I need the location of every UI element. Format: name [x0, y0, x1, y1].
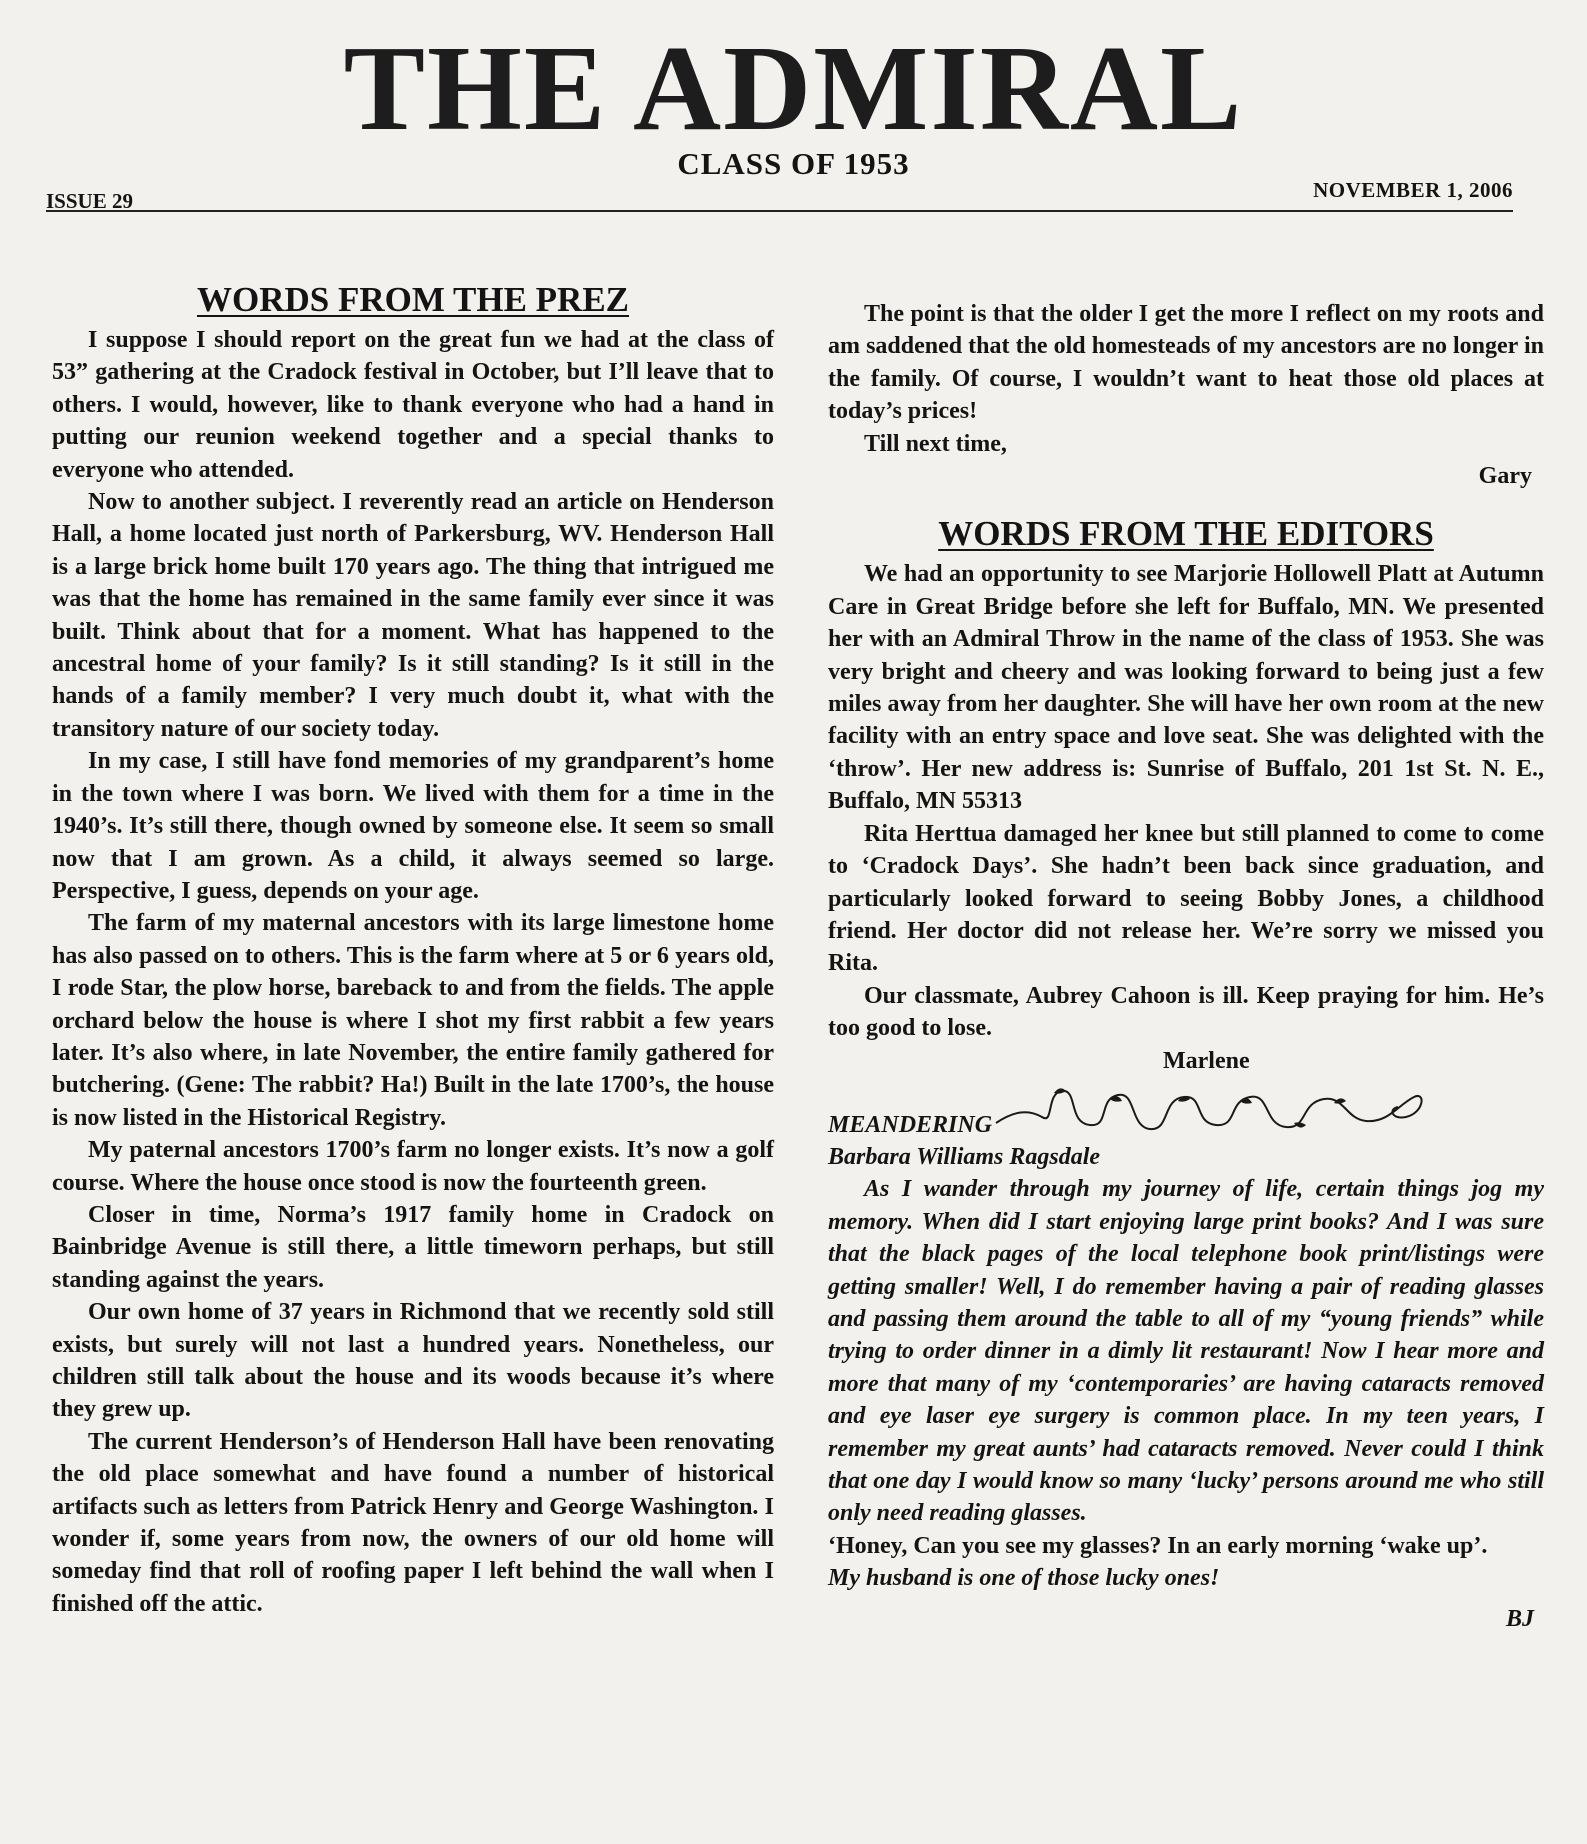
right-column [828, 298, 1544, 1635]
meandering-body: As I wander through my journey of life, certain things jog my memory. When did I start enjoying large print books? And I was sure that the black pages of the local telephone book print/listings were getting smaller! Well, I do remember having a pair of reading glasses and passing them around the table to all of my “young friends” while trying to order dinner in a dimly lit restaurant! Now I hear more and more that many of my ‘contemporaries’ are having cataracts removed and eye laser eye surgery is common place. In my teen years, I remember my great aunts’ had cataracts removed. Never could I think that one day I would know so many ‘lucky’ persons around me who still only need reading glasses. [828, 1176, 1544, 1527]
editors-paragraph: Rita Herttua damaged her knee but still planned to come to come to ‘Cradock Days’. She hadn’t been back since graduation, and particularly looked forward to seeing Bobby Jones, a childhood friend. Her doctor did not release her. We’re sorry we missed you Rita. [828, 820, 1544, 977]
masthead-title: THE ADMIRAL [343, 21, 1244, 156]
meandering-quote: ‘Honey, Can you see my glasses? In an early morning ‘wake up’. [828, 1532, 1488, 1559]
prez-paragraph: The point is that the older I get the more I reflect on my roots and am saddened that the old homesteads of my ancestors are no longer in the family. Of course, I wouldn’t want to heat those old places at today’s prices! [828, 301, 1544, 425]
editors-paragraph: Our classmate, Aubrey Cahoon is ill. Keep praying for him. He’s too good to lose. [828, 982, 1544, 1042]
prez-paragraph: Now to another subject. I reverently read an article on Henderson Hall, a home located just north of Parkersburg, WV. Henderson Hall is a large brick home built 170 years ago. The thing that intrigued me was that the home has remained in the same family ever since it was built. Think about that for a moment. What has happened to the ancestral home of your family? Is it still standing? Is it still in the hands of a family member? I very much doubt it, what with the transitory nature of our society today. [52, 489, 774, 742]
left-column [52, 280, 774, 1620]
masthead-subtitle: CLASS OF 1953 [677, 146, 910, 181]
issue-number: ISSUE 29 [46, 189, 133, 213]
prez-paragraph: Closer in time, Norma’s 1917 family home in Cradock on Bainbridge Avenue is still there, a little timeworn perhaps, but still standing against the years. [52, 1201, 774, 1293]
meandering-author: Barbara Williams Ragsdale [828, 1143, 1101, 1170]
prez-paragraph: The farm of my maternal ancestors with its large limestone home has also passed on to others. This is the farm where at 5 or 6 years old, I rode Star, the plow horse, bareback to and from the fields. The apple orchard below the house is where I shot my first rabbit a few years later. It’s also where, in late November, the entire family gathered for butchering. (Gene: The rabbit? Ha!) Built in the late 1700’s, the house is now listed in the Historical Registry. [52, 910, 774, 1131]
masthead-rule [46, 210, 1513, 212]
prez-paragraph: The current Henderson’s of Henderson Hall have been renovating the old place somewhat and have found a number of historical artifacts such as letters from Patrick Henry and George Washington. I wonder if, some years from now, the owners of our old home will someday find that roll of roofing paper I left behind the wall when I finished off the attic. [52, 1428, 774, 1617]
meandering-signature: BJ [1505, 1605, 1534, 1632]
meandering-label: MEANDERING [828, 1111, 993, 1138]
prez-paragraph: My paternal ancestors 1700’s farm no longer exists. It’s now a golf course. Where the house once stood is now the fourteenth green. [52, 1137, 774, 1196]
spacer [828, 492, 1544, 514]
meandering-closing: My husband is one of those lucky ones! [828, 1565, 1220, 1592]
editors-signature: Marlene [1163, 1047, 1250, 1074]
vine-ornament-icon [994, 1083, 1434, 1139]
prez-heading: WORDS FROM THE PREZ [196, 280, 630, 319]
prez-paragraph: Our own home of 37 years in Richmond that we recently sold still exists, but surely will not last a hundred years. Nonetheless, our children still talk about the house and its woods because it’s where they grew up. [52, 1299, 774, 1423]
prez-paragraph: Till next time, [864, 430, 1007, 457]
meandering-header [828, 1107, 1544, 1141]
issue-date: NOVEMBER 1, 2006 [1313, 178, 1513, 202]
prez-paragraph: In my case, I still have fond memories of my grandparent’s home in the town where I was born. We lived with them for a time in the 1940’s. It’s still there, though owned by someone else. It seem so small now that I am grown. As a child, it always seemed so large. Perspective, I guess, depends on your age. [52, 748, 774, 904]
prez-signature: Gary [1478, 463, 1532, 490]
editors-heading: WORDS FROM THE EDITORS [938, 514, 1434, 554]
prez-paragraph: I suppose I should report on the great fun we had at the class of 53” gathering at the Cradock festival in October, but I’ll leave that to others. I would, however, like to thank everyone who had a hand in putting our reunion weekend together and a special thanks to everyone who attended. [52, 327, 774, 483]
editors-paragraph: We had an opportunity to see Marjorie Hollowell Platt at Autumn Care in Great Bridge before she left for Buffalo, MN. We presented her with an Admiral Throw in the name of the class of 1953. She was very bright and cheery and was looking forward to being just a few miles away from her daughter. She will have her own room at the new facility with an entry space and love seat. She was delighted with the ‘throw’. Her new address is: Sunrise of Buffalo, 201 1st St. N. E., Buffalo, MN 55313 [828, 561, 1544, 815]
